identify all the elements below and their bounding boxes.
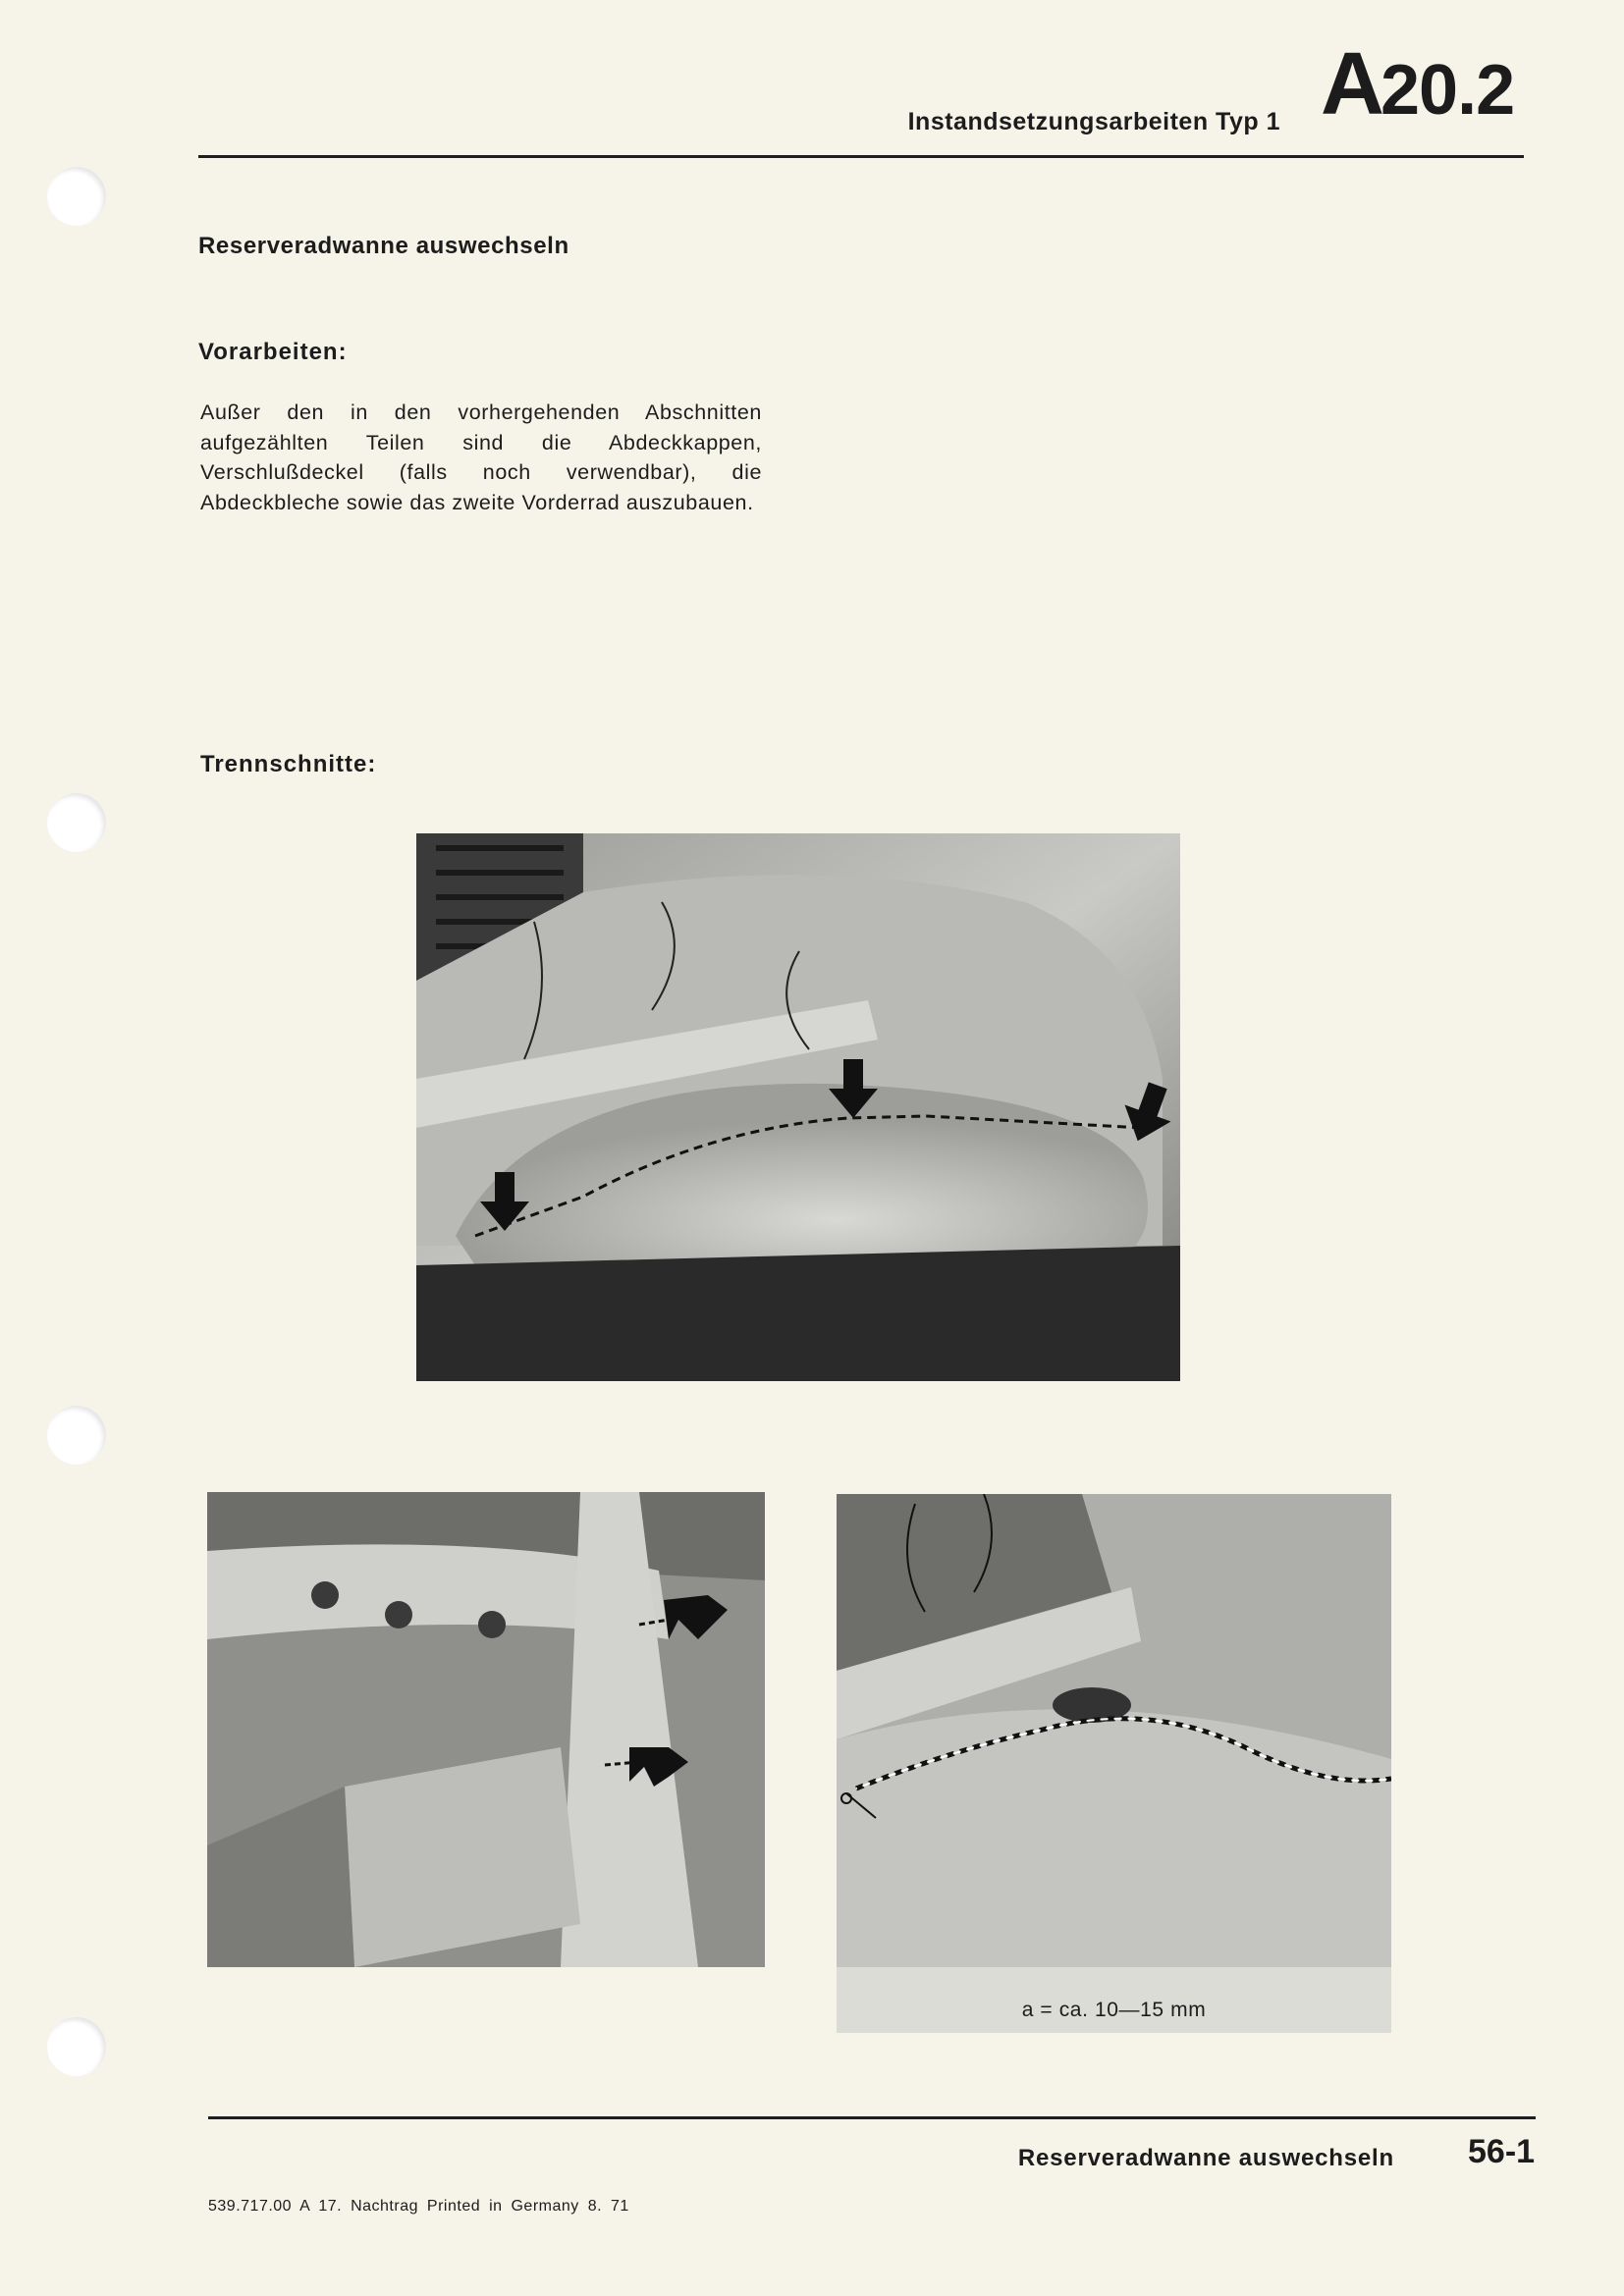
- section-title: Reserveradwanne auswechseln: [198, 233, 569, 259]
- section-code-letter: A: [1321, 35, 1380, 133]
- running-title: Instandsetzungsarbeiten Typ 1: [907, 108, 1280, 135]
- punch-hole: [47, 793, 106, 852]
- footer-rule: [208, 2116, 1536, 2119]
- photo-left-cut-detail: [207, 1492, 765, 1967]
- punch-hole: [47, 167, 106, 226]
- cuts-heading: Trennschnitte:: [200, 751, 377, 777]
- print-meta: 539.717.00 A 17. Nachtrag Printed in Germany 8. 71: [208, 2198, 629, 2215]
- punch-hole: [47, 1406, 106, 1465]
- photo-right-cut-detail: [837, 1494, 1391, 1967]
- section-code-number: 20.2: [1380, 51, 1515, 130]
- photo-spare-wheel-well: [416, 833, 1180, 1381]
- prep-heading: Vorarbeiten:: [198, 339, 348, 365]
- section-code: [1321, 35, 1514, 139]
- prep-text: Außer den in den vorhergehenden Abschnitten aufgezählten Teilen sind die Abdeckkappen, Verschlußdeckel (falls noch verwendbar), die Abdeckbleche sowie das zweite Vorderrad auszubauen.: [200, 400, 762, 514]
- punch-hole: [47, 2017, 106, 2076]
- figure-caption: a = ca. 10—15 mm: [1021, 1999, 1207, 2021]
- header-rule: [198, 155, 1524, 158]
- page-number: 56-1: [1468, 2133, 1536, 2170]
- footer-section-title: Reserveradwanne auswechseln: [1017, 2145, 1394, 2171]
